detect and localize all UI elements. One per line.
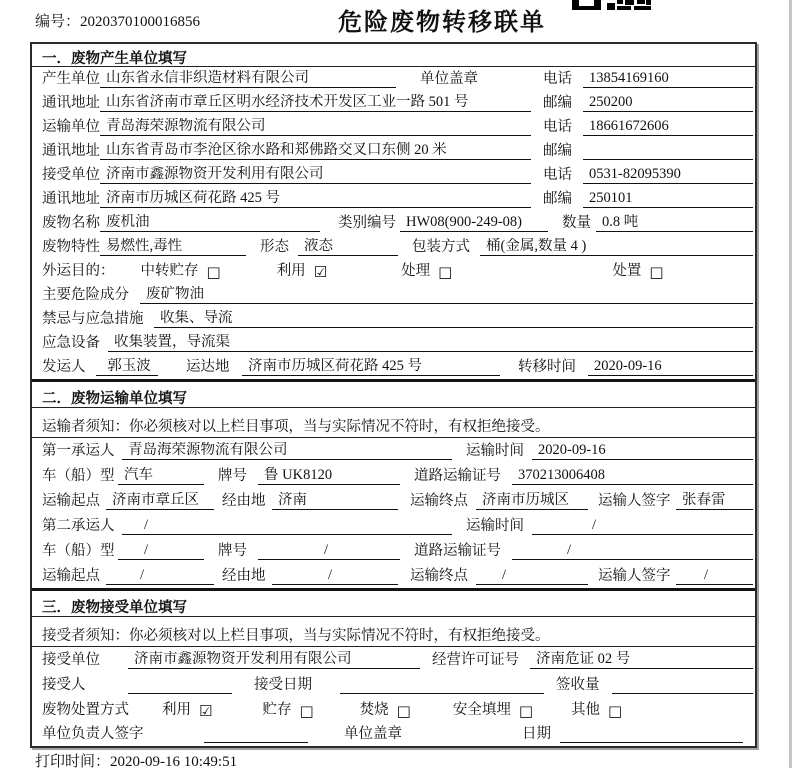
carrier1-label: 第一承运人	[42, 443, 115, 459]
route1-sign-value: 张春雷	[676, 492, 753, 510]
road-permit1-label: 道路运输证号	[414, 468, 501, 484]
disposal-other-checkbox-icon: □	[608, 702, 623, 720]
waste-category-label: 类别编号	[338, 215, 396, 231]
carrier2-value: /	[122, 517, 452, 535]
row-vehicle1	[32, 463, 755, 488]
manifest-form	[30, 42, 757, 748]
responsible-sign-label: 单位负责人签字	[42, 726, 144, 742]
producer-label: 产生单位	[42, 71, 100, 87]
row-route2	[32, 563, 755, 588]
accept-date-value	[340, 693, 544, 694]
disposal-option-landfill-label: 安全填埋	[452, 702, 511, 718]
disposal-use-checkbox-icon: ☑	[199, 702, 213, 720]
purpose-option-transfer-label: 中转贮存	[140, 263, 199, 279]
transport-time2-value: /	[532, 517, 753, 535]
producer-seal-label: 单位盖章	[420, 71, 478, 87]
receiver-zip-label: 邮编	[543, 191, 572, 207]
row-waste-name	[32, 211, 755, 235]
route1-start-label: 运输起点	[42, 493, 100, 509]
purpose-dispose-checkbox-icon: □	[649, 263, 664, 281]
purpose-treat-checkbox-icon: □	[438, 263, 453, 281]
purpose-option-treat-label: 处理	[401, 263, 431, 279]
row-hazard	[32, 283, 755, 307]
purpose-use-checkbox-icon: ☑	[313, 263, 328, 281]
row-waste-property	[32, 235, 755, 259]
disposal-label: 废物处置方式	[42, 702, 129, 718]
transporter-value: 青岛海荣源物流有限公司	[100, 118, 531, 136]
disposal-option-burn-label: 焚烧	[359, 702, 389, 718]
date-value	[560, 742, 743, 743]
accept-unit-value: 济南市鑫源物资开发利用有限公司	[128, 651, 420, 669]
transport-time2-label: 运输时间	[466, 518, 524, 534]
print-time-value: 2020-09-16 10:49:51	[110, 754, 238, 770]
disposal-landfill-checkbox-icon: □	[518, 702, 534, 720]
route2-end-label: 运输终点	[410, 568, 468, 584]
route1-via-value: 济南	[272, 492, 398, 510]
route2-sign-label: 运输人签字	[598, 568, 671, 584]
road-permit1-value: 370213006408	[512, 467, 753, 485]
route2-start-label: 运输起点	[42, 568, 100, 584]
acceptor-value	[128, 693, 232, 694]
responsible-sign-value	[204, 742, 308, 743]
hazard-value: 废矿物油	[140, 286, 753, 304]
row-vehicle2	[32, 538, 755, 563]
producer-address-value: 山东省济南市章丘区明水经济技术开发区工业一路 501 号	[100, 94, 531, 112]
received-qty-label: 签收量	[556, 677, 600, 693]
hazard-label: 主要危险成分	[42, 287, 129, 303]
serial-label: 编号：	[35, 14, 81, 30]
section3-notice: 接受者须知：你必须核对以上栏目事项，当与实际情况不符时，有权拒绝接受。	[32, 617, 755, 647]
destination-value: 济南市历城区荷花路 425 号	[242, 358, 500, 376]
route2-via-label: 经由地	[222, 568, 266, 584]
transport-time1-label: 运输时间	[466, 443, 524, 459]
route2-sign-value: /	[676, 567, 753, 585]
disposal-burn-checkbox-icon: □	[396, 702, 411, 720]
row-purpose	[32, 259, 755, 283]
producer-phone-value: 13854169160	[583, 70, 753, 88]
waste-quantity-value: 0.8 吨	[596, 214, 753, 232]
row-receiver-address	[32, 187, 755, 211]
acceptor-label: 接受人	[42, 677, 86, 693]
route2-end-value: /	[476, 567, 588, 585]
packing-label: 包装方式	[412, 239, 470, 255]
row-producer-address	[32, 91, 755, 115]
route2-via-value: /	[272, 567, 398, 585]
row-accept-unit	[32, 647, 755, 672]
unit-seal-label: 单位盖章	[344, 726, 402, 742]
receiver-address-value: 济南市历城区荷花路 425 号	[100, 190, 531, 208]
transporter-address-label: 通讯地址	[42, 143, 100, 159]
route1-sign-label: 运输人签字	[598, 493, 671, 509]
section2-notice: 运输者须知：你必须核对以上栏目事项，当与实际情况不符时，有权拒绝接受。	[32, 408, 755, 438]
row-signoff	[32, 722, 755, 746]
dispatcher-value: 郭玉波	[96, 358, 158, 376]
section2-header: 二．废物运输单位填写	[32, 382, 755, 408]
vehicle1-type-label: 车（船）型	[42, 468, 115, 484]
waste-name-label: 废物名称	[42, 215, 100, 231]
transfer-time-label: 转移时间	[518, 359, 576, 375]
road-permit2-value: /	[512, 542, 753, 560]
business-permit-label: 经营许可证号	[432, 652, 519, 668]
row-transporter-address	[32, 139, 755, 163]
row-receiver	[32, 163, 755, 187]
destination-label: 运达地	[186, 359, 230, 375]
plate2-label: 牌号	[218, 543, 247, 559]
equipment-value: 收集装置，导流渠	[108, 334, 753, 352]
property-label: 废物特性	[42, 239, 100, 255]
print-time-label: 打印时间：	[35, 754, 111, 770]
producer-zip-label: 邮编	[543, 95, 572, 111]
carrier1-value: 青岛海荣源物流有限公司	[122, 442, 452, 460]
transporter-phone-label: 电话	[543, 119, 572, 135]
purpose-option-use-label: 利用	[276, 263, 306, 279]
scan-edge-artifact	[789, 0, 792, 768]
row-acceptor	[32, 672, 755, 697]
disposal-option-use-label: 利用	[162, 702, 191, 718]
row-disposal	[32, 697, 755, 722]
accept-unit-label: 接受单位	[42, 652, 100, 668]
date-label: 日期	[522, 726, 551, 742]
route1-end-label: 运输终点	[410, 493, 468, 509]
qr-code-fragment-icon	[572, 0, 654, 10]
purpose-option-dispose-label: 处置	[612, 263, 642, 279]
route1-end-value: 济南市历城区	[476, 492, 588, 510]
disposal-store-checkbox-icon: □	[299, 702, 314, 720]
producer-zip-value: 250200	[583, 94, 753, 112]
serial-number-line	[35, 10, 200, 31]
receiver-address-label: 通讯地址	[42, 191, 100, 207]
row-carrier1	[32, 438, 755, 463]
form-value: 液态	[298, 238, 398, 256]
business-permit-value: 济南危证 02 号	[530, 651, 753, 669]
row-route1	[32, 488, 755, 513]
page-title: 危险废物转移联单	[338, 9, 546, 36]
transfer-time-value: 2020-09-16	[588, 358, 753, 376]
receiver-zip-value: 250101	[583, 190, 753, 208]
vehicle1-type-value: 汽车	[118, 467, 204, 485]
receiver-phone-value: 0531-82095390	[583, 166, 753, 184]
waste-category-value: HW08(900-249-08)	[400, 214, 548, 232]
accept-date-label: 接受日期	[254, 677, 312, 693]
purpose-transfer-checkbox-icon: □	[206, 263, 221, 281]
waste-quantity-label: 数量	[562, 215, 591, 231]
received-qty-value	[612, 693, 753, 694]
taboo-label: 禁忌与应急措施	[42, 311, 144, 327]
transporter-zip-value	[583, 159, 753, 160]
transporter-address-value: 山东省青岛市李沧区徐水路和郑佛路交叉口东侧 20 米	[100, 142, 531, 160]
carrier2-label: 第二承运人	[42, 518, 115, 534]
row-equipment	[32, 331, 755, 355]
road-permit2-label: 道路运输证号	[414, 543, 501, 559]
receiver-label: 接受单位	[42, 167, 100, 183]
route1-via-label: 经由地	[222, 493, 266, 509]
receiver-phone-label: 电话	[543, 167, 572, 183]
row-taboo	[32, 307, 755, 331]
row-dispatch	[32, 355, 755, 379]
section1-header: 一．废物产生单位填写	[32, 44, 755, 67]
dispatcher-label: 发运人	[42, 359, 86, 375]
row-producer	[32, 67, 755, 91]
vehicle2-type-label: 车（船）型	[42, 543, 115, 559]
purpose-label: 外运目的：	[42, 263, 115, 279]
producer-address-label: 通讯地址	[42, 95, 100, 111]
row-transporter	[32, 115, 755, 139]
transport-time1-value: 2020-09-16	[532, 442, 753, 460]
disposal-option-store-label: 贮存	[262, 702, 292, 718]
equipment-label: 应急设备	[42, 335, 100, 351]
producer-phone-label: 电话	[543, 71, 572, 87]
plate1-label: 牌号	[218, 468, 247, 484]
serial-value: 2020370100016856	[80, 14, 201, 30]
receiver-value: 济南市鑫源物资开发利用有限公司	[100, 166, 531, 184]
property-value: 易燃性,毒性	[100, 238, 246, 256]
transporter-zip-label: 邮编	[543, 143, 572, 159]
route2-start-value: /	[106, 567, 214, 585]
section3-header: 三．废物接受单位填写	[32, 591, 755, 617]
plate1-value: 鲁 UK8120	[258, 467, 400, 485]
waste-name-value: 废机油	[100, 214, 320, 232]
packing-value: 桶(金属,数量 4 )	[480, 238, 753, 256]
taboo-value: 收集、导流	[154, 310, 753, 328]
transporter-phone-value: 18661672606	[583, 118, 753, 136]
plate2-value: /	[258, 542, 400, 560]
row-carrier2	[32, 513, 755, 538]
transporter-label: 运输单位	[42, 119, 100, 135]
vehicle2-type-value: /	[118, 542, 204, 560]
form-label: 形态	[260, 239, 289, 255]
producer-value: 山东省永信非织造材料有限公司	[100, 70, 396, 88]
disposal-option-other-label: 其他	[571, 702, 601, 718]
route1-start-value: 济南市章丘区	[106, 492, 214, 510]
